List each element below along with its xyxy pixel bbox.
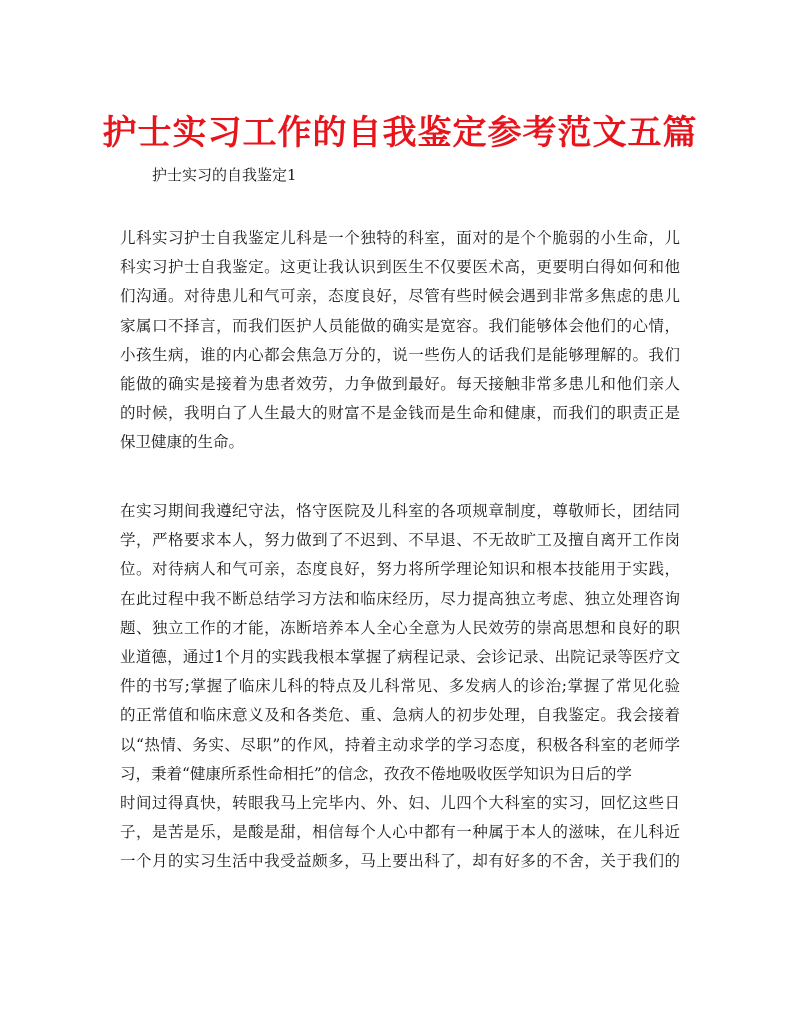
paragraph-1	[120, 224, 680, 458]
paragraph-line: 一个月的实习生活中我受益颇多，马上要出科了，却有好多的不舍，关于我们的	[120, 852, 680, 871]
paragraph-line: 习，秉着“健康所系性命相托”的信念，孜孜不倦地吸收医学知识为日后的学	[120, 764, 632, 783]
paragraph-line: 家属口不择言，而我们医护人员能做的确实是宽容。我们能够体会他们的心情，	[120, 316, 680, 335]
paragraph-line: 儿科实习护士自我鉴定儿科是一个独特的科室，面对的是个个脆弱的小生命，儿	[120, 229, 680, 247]
paragraph-line: 的时候，我明白了人生最大的财富不是金钱而是生命和健康，而我们的职责正是	[120, 404, 680, 423]
paragraph-line: 的正常值和临床意义及和各类危、重、急病人的初步处理，自我鉴定。我会接着	[120, 706, 680, 725]
paragraph-line: 位。对待病人和气可亲，态度良好，努力将所学理论知识和根本技能用于实践，	[120, 560, 680, 579]
paragraph-line: 以“热情、务实、尽职”的作风，持着主动求学的学习态度，积极各科室的老师学	[120, 735, 680, 754]
paragraph-line: 在此过程中我不断总结学习方法和临床经历，尽力提高独立考虑、独立处理咨询	[120, 589, 680, 608]
section-heading: 护士实习的自我鉴定1	[152, 166, 297, 184]
paragraph-line: 时间过得真快，转眼我马上完毕内、外、妇、儿四个大科室的实习，回忆这些日	[120, 793, 680, 812]
paragraph-line: 子，是苦是乐，是酸是甜，相信每个人心中都有一种属于本人的滋味，在儿科近	[120, 823, 680, 842]
paragraph-line: 件的书写;掌握了临床儿科的特点及儿科常见、多发病人的诊治;掌握了常见化验	[120, 677, 680, 696]
paragraph-line: 小孩生病，谁的内心都会焦急万分的，说一些伤人的话我们是能够理解的。我们	[120, 345, 680, 364]
paragraph-line: 题、独立工作的才能，冻断培养本人全心全意为人民效劳的崇高思想和良好的职	[120, 618, 680, 637]
paragraph-line: 们沟通。对待患儿和气可亲，态度良好，尽管有些时候会遇到非常多焦虑的患儿	[120, 287, 680, 306]
paragraph-line: 学，严格要求本人，努力做到了不迟到、不早退、不无故旷工及擅自离开工作岗	[120, 531, 680, 550]
paragraph-line: 保卫健康的生命。	[120, 433, 245, 452]
paragraph-line: 在实习期间我遵纪守法，恪守医院及儿科室的各项规章制度，尊敬师长，团结同	[120, 502, 680, 520]
paragraph-line: 能做的确实是接着为患者效劳，力争做到最好。每天接触非常多患儿和他们亲人	[120, 374, 680, 393]
paragraph-2	[120, 497, 680, 876]
document-title: 护士实习工作的自我鉴定参考范文五篇	[102, 113, 698, 153]
paragraph-line: 科实习护士自我鉴定。这更让我认识到医生不仅要医术高，更要明白得如何和他	[120, 258, 680, 277]
paragraph-line: 业道德，通过1个月的实践我根本掌握了病程记录、会诊记录、出院记录等医疗文	[120, 647, 680, 666]
